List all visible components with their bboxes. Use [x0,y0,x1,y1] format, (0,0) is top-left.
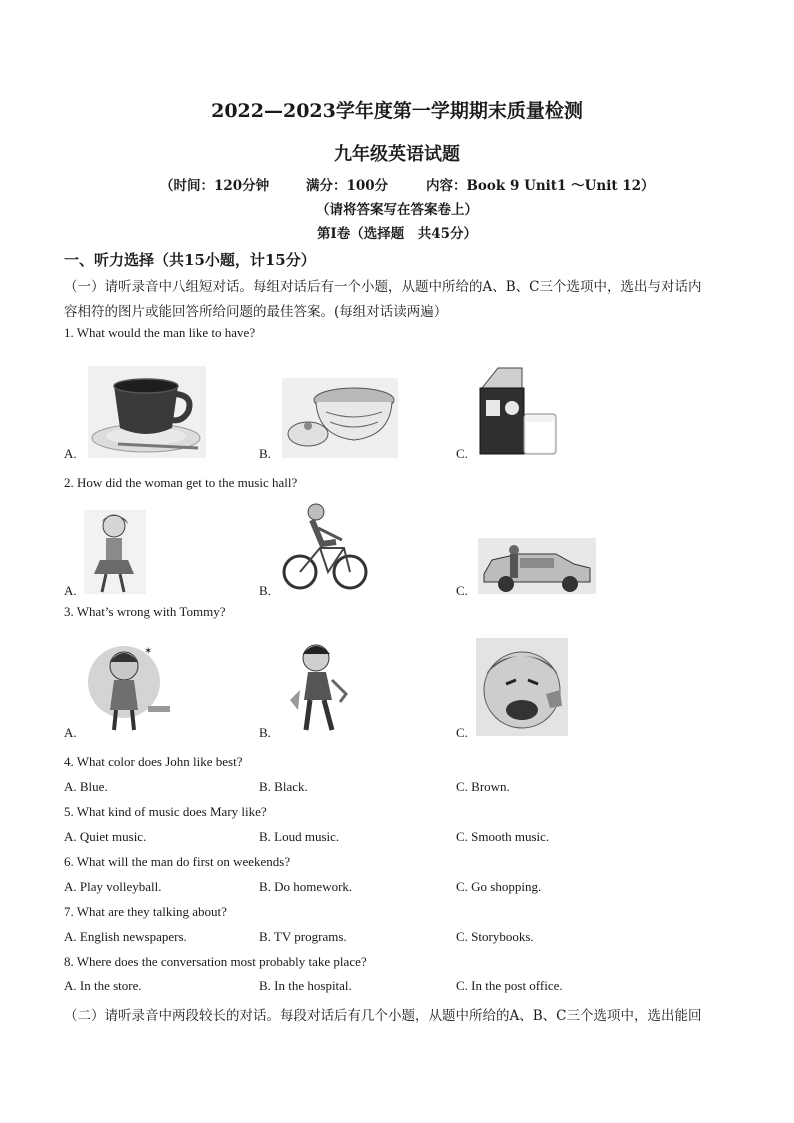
milk-carton-icon [476,360,562,458]
answer-note: （请将答案写在答案卷上） [316,202,478,218]
q3-option-b-label: B. [259,725,271,740]
q8-option-c: C. In the post office. [456,978,563,993]
svg-text:✶: ✶ [144,646,153,657]
question-7: 7. What are they talking about? [64,904,227,919]
q2-option-b-label: B. [259,583,271,598]
q6-option-b: B. Do homework. [259,879,353,894]
part2-instructions: （二）请听录音中两段较长的对话。每段对话后有几个小题，从题中所给的A、B、C三个选项中，选出能回 [64,1008,702,1024]
q1-option-a-label: A. [64,446,77,461]
q7-option-c: C. Storybooks. [456,929,534,944]
q4-option-b: B. Black. [259,779,308,794]
q7-option-b: B. TV programs. [259,929,347,944]
bicycle-rider-icon [282,498,368,594]
part1-instructions-line2: 容相符的图片或能回答所给问题的最佳答案。(每组对话读两遍） [64,304,448,320]
walking-girl-icon [84,510,146,594]
q2-option-a-label: A. [64,583,77,598]
q4-option-c: C. Brown. [456,779,510,794]
q8-option-a: A. In the store. [64,978,142,993]
q5-option-b: B. Loud music. [259,829,340,844]
stomachache-boy-icon [286,640,356,736]
question-3: 3. What’s wrong with Tommy? [64,604,226,619]
q2-option-c-label: C. [456,583,468,598]
noodle-bowl-icon [282,378,398,458]
q6-option-a: A. Play volleyball. [64,879,162,894]
part1-instructions-line1: （一）请听录音中八组短对话。每组对话后有一个小题，从题中所给的A、B、C三个选项中，选出与对话内 [64,279,702,295]
q1-option-c-label: C. [456,446,468,461]
q5-option-c: C. Smooth music. [456,829,550,844]
exam-content: 内容：Book 9 Unit1 ～Unit 12） [426,178,655,194]
q1-option-b-label: B. [259,446,271,461]
exam-time: （时间：120分钟 [160,178,270,194]
question-4: 4. What color does John like best? [64,754,243,769]
exam-title: 2022—2023学年度第一学期期末质量检测 [211,100,583,122]
coffee-cup-icon [88,366,206,458]
exam-subtitle: 九年级英语试题 [334,144,460,165]
q3-option-a-label: A. [64,725,77,740]
q6-option-c: C. Go shopping. [456,879,542,894]
question-1: 1. What would the man like to have? [64,325,256,340]
toothache-boy-icon [476,638,568,736]
exam-score: 满分：100分 [306,178,389,194]
question-8: 8. Where does the conversation most probably take place? [64,954,367,969]
section-heading: 一、听力选择（共15小题，计15分） [64,251,316,269]
q4-option-a: A. Blue. [64,779,108,794]
q7-option-a: A. English newspapers. [64,929,187,944]
q8-option-b: B. In the hospital. [259,978,352,993]
q3-option-c-label: C. [456,725,468,740]
question-2: 2. How did the woman get to the music hall? [64,475,298,490]
volume-heading: 第Ⅰ卷（选择题 共45分） [316,226,478,242]
question-6: 6. What will the man do first on weekends? [64,854,291,869]
taxi-icon [478,538,596,594]
headache-boy-icon [84,636,174,736]
q5-option-a: A. Quiet music. [64,829,147,844]
question-5: 5. What kind of music does Mary like? [64,804,267,819]
